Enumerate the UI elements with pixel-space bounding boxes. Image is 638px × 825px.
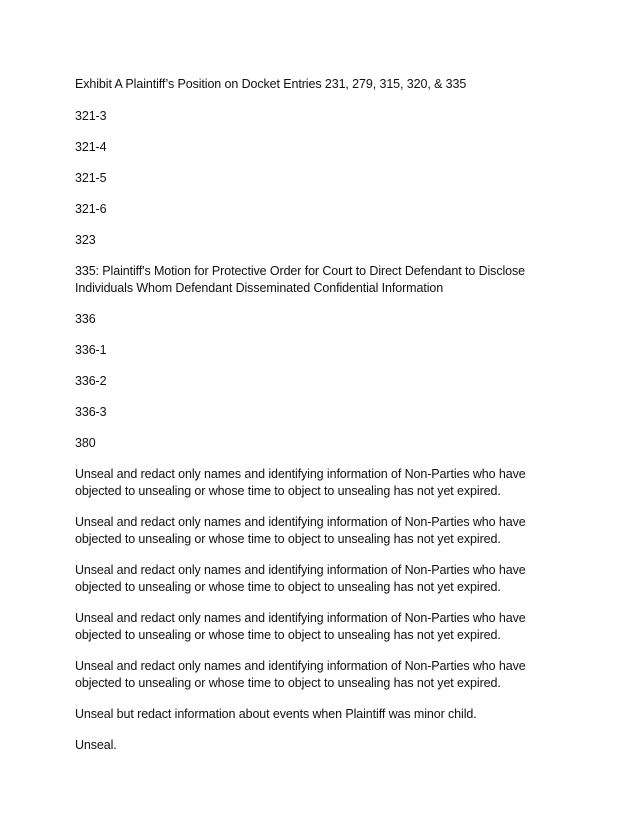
- position-paragraph: Unseal and redact only names and identifying information of Non-Parties who have objected to unsealing or whose time to object to unsealing has not yet expired.: [75, 659, 526, 690]
- docket-entry-380: 380: [75, 436, 96, 450]
- document-title: Exhibit A Plaintiff’s Position on Docket Entries 231, 279, 315, 320, & 335: [75, 77, 467, 91]
- position-paragraph: Unseal and redact only names and identifying information of Non-Parties who have objected to unsealing or whose time to object to unsealing has not yet expired.: [75, 467, 526, 498]
- docket-entry-321-3: 321-3: [75, 109, 107, 123]
- position-paragraph: Unseal but redact information about events when Plaintiff was minor child.: [75, 707, 477, 721]
- docket-entry-336-1: 336-1: [75, 343, 107, 357]
- docket-entry-323: 323: [75, 233, 96, 247]
- docket-entry-321-6: 321-6: [75, 202, 107, 216]
- docket-entry-336-3: 336-3: [75, 405, 107, 419]
- position-paragraph: Unseal.: [75, 738, 117, 752]
- docket-entry-321-4: 321-4: [75, 140, 107, 154]
- document-body: [75, 76, 567, 768]
- docket-entry-336-2: 336-2: [75, 374, 107, 388]
- position-paragraph: Unseal and redact only names and identifying information of Non-Parties who have objected to unsealing or whose time to object to unsealing has not yet expired.: [75, 611, 526, 642]
- docket-entry-335: 335: Plaintiff's Motion for Protective Order for Court to Direct Defendant to Disclose Individuals Whom Defendant Disseminated Confidential Information: [75, 264, 526, 295]
- position-paragraph: Unseal and redact only names and identifying information of Non-Parties who have objected to unsealing or whose time to object to unsealing has not yet expired.: [75, 563, 526, 594]
- position-paragraph: Unseal and redact only names and identifying information of Non-Parties who have objected to unsealing or whose time to object to unsealing has not yet expired.: [75, 515, 526, 546]
- docket-entry-321-5: 321-5: [75, 171, 107, 185]
- docket-entry-336: 336: [75, 312, 96, 326]
